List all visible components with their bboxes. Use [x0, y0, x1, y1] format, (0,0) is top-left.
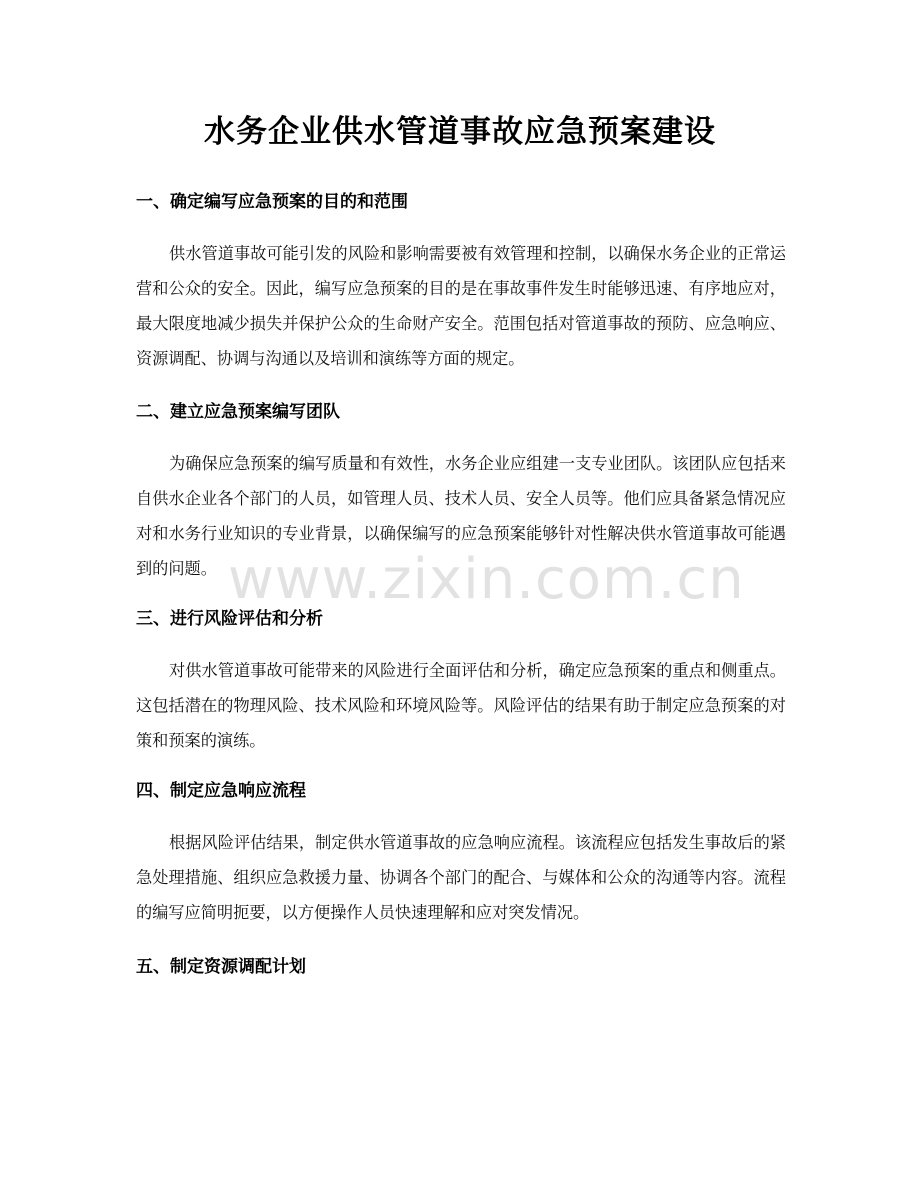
- document-title: 水务企业供水管道事故应急预案建设: [204, 114, 716, 150]
- watermark: www.zixin.com.cn: [228, 547, 745, 612]
- section-paragraph-1: 供水管道事故可能引发的风险和影响需要被有效管理和控制，以确保水务企业的正常运营和公众的安全。因此，编写应急预案的目的是在事故事件发生时能够迅速、有序地应对，最大限度地减少损失并保护公众的生命财产安全。范围包括对管道事故的预防、应急响应、资源调配、协调与沟通以及培训和演练等方面的规定。: [136, 244, 786, 368]
- section-heading-2: 二、建立应急预案编写团队: [136, 402, 340, 422]
- section-heading-3: 三、进行风险评估和分析: [136, 609, 323, 629]
- section-heading-1: 一、确定编写应急预案的目的和范围: [136, 192, 408, 212]
- section-paragraph-3: 对供水管道事故可能带来的风险进行全面评估和分析，确定应急预案的重点和侧重点。这包括潜在的物理风险、技术风险和环境风险等。风险评估的结果有助于制定应急预案的对策和预案的演练。: [136, 661, 786, 750]
- section-heading-4: 四、制定应急响应流程: [136, 781, 306, 801]
- section-heading-5: 五、制定资源调配计划: [136, 957, 306, 977]
- section-paragraph-2: 为确保应急预案的编写质量和有效性，水务企业应组建一支专业团队。该团队应包括来自供水企业各个部门的人员，如管理人员、技术人员、安全人员等。他们应具备紧急情况应对和水务行业知识的专业背景，以确保编写的应急预案能够针对性解决供水管道事故可能遇到的问题。: [136, 454, 786, 578]
- section-paragraph-4: 根据风险评估结果，制定供水管道事故的应急响应流程。该流程应包括发生事故后的紧急处理措施、组织应急救援力量、协调各个部门的配合、与媒体和公众的沟通等内容。流程的编写应简明扼要，以方便操作人员快速理解和应对突发情况。: [136, 833, 786, 922]
